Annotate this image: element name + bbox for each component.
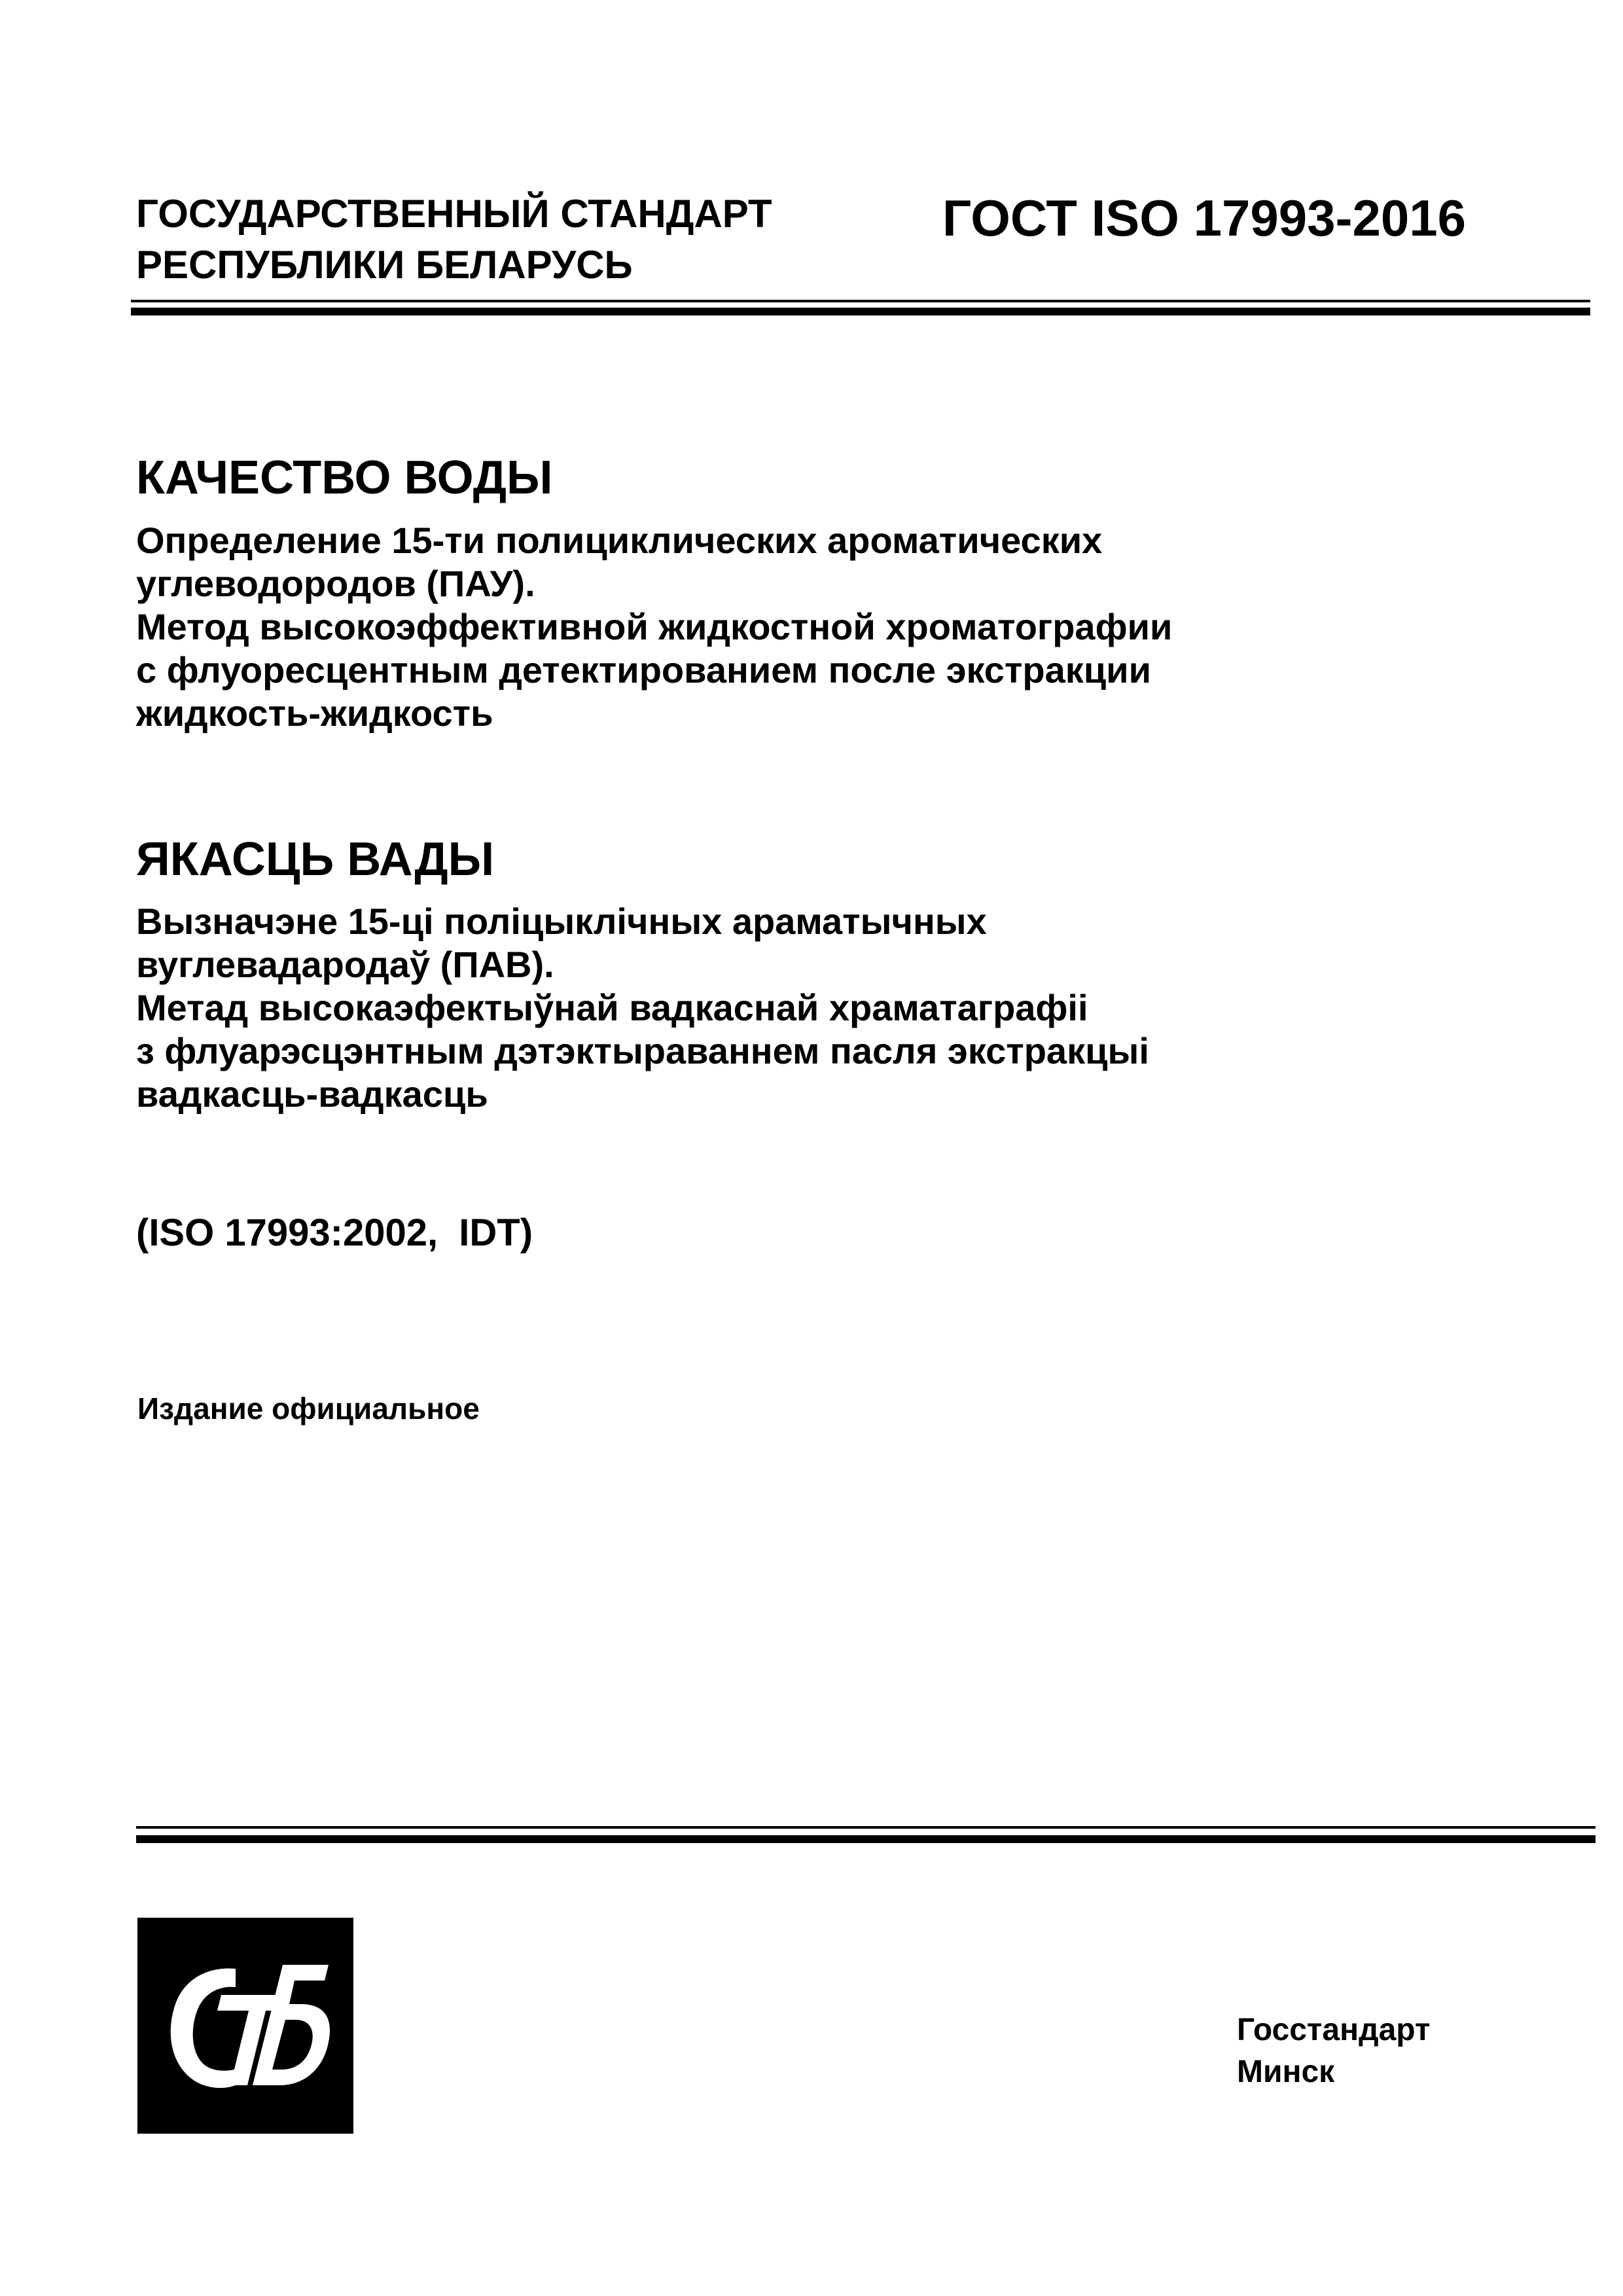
- title-by: ЯКАСЦЬ ВАДЫ: [136, 833, 495, 886]
- subtitle-by-line-3: Метад высокаэфектыўнай вадкаснай храматаграфіі: [136, 987, 1088, 1028]
- bottom-rule-thick: [136, 1835, 1596, 1843]
- standard-designation: ГОСТ ISO 17993-2016: [942, 189, 1466, 247]
- subtitle-by-line-4: з флуарэсцэнтным дэтэктыраваннем пасля экстракцыі: [136, 1030, 1149, 1071]
- logo-glyph: [137, 1918, 353, 2134]
- standard-type-line2: РЕСПУБЛИКИ БЕЛАРУСЬ: [136, 243, 633, 287]
- subtitle-ru-line-2: углеводородов (ПАУ).: [136, 563, 535, 604]
- top-rule-thick: [131, 308, 1590, 315]
- top-rule-thin: [131, 300, 1590, 302]
- subtitle-by-line-2: вуглевадародаў (ПАВ).: [136, 944, 554, 985]
- edition-label: Издание официальное: [137, 1391, 480, 1426]
- subtitle-by-line-1: Вызначэне 15-ці поліцыклічных араматычных: [136, 901, 987, 942]
- publisher: [1237, 2009, 1430, 2093]
- bottom-rule-thin: [136, 1826, 1596, 1829]
- publisher-city: Минск: [1237, 2054, 1335, 2089]
- publisher-name: Госстандарт: [1237, 2013, 1431, 2047]
- subtitle-ru-line-4: с флуоресцентным детектированием после экстракции: [136, 649, 1152, 691]
- subtitle-ru-line-5: жидкость-жидкость: [136, 692, 493, 734]
- title-ru: КАЧЕСТВО ВОДЫ: [136, 452, 553, 504]
- subtitle-ru-line-1: Определение 15-ти полициклических ароматических: [136, 520, 1103, 561]
- subtitle-ru-line-3: Метод высокоэффективной жидкостной хроматографии: [136, 606, 1173, 647]
- gosstandart-logo-icon: [137, 1918, 353, 2134]
- iso-reference: (ISO 17993:2002, IDT): [136, 1211, 533, 1254]
- standard-type-line1: ГОСУДАРСТВЕННЫЙ СТАНДАРТ: [136, 192, 772, 236]
- subtitle-by-line-5: вадкасць-вадкасць: [136, 1073, 488, 1115]
- standard-type: [136, 188, 772, 291]
